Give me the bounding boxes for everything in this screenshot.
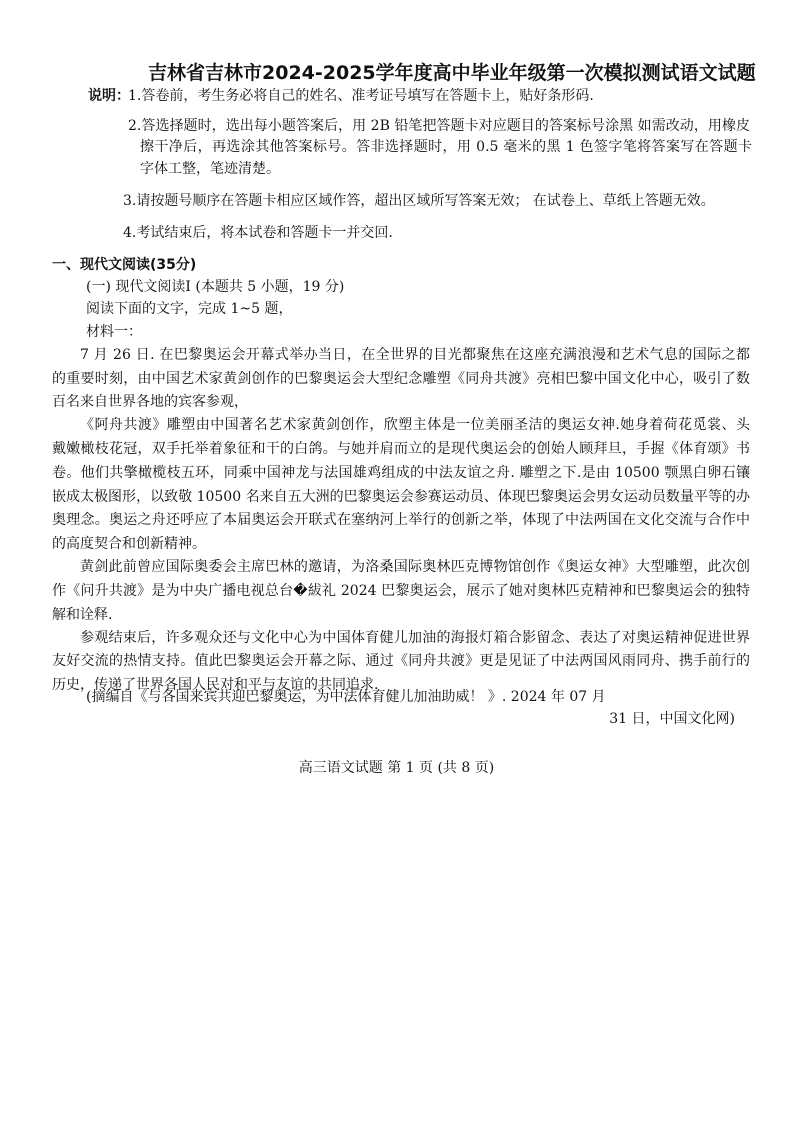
instruction-2-line: 擦干净后，再选涂其他答案标号。答非选择题时，用 0.5 毫米的黑 1 色签字笔将答案写在答题卡	[140, 139, 752, 155]
paragraph-4-line: 历史，传递了世界各国人民对和平与友谊的共同追求.	[52, 677, 379, 693]
paragraph-2-line: 奥理念。奥运之舟还呼应了本届奥运会开联式在塞纳河上举行的创新之举，体现了中法两国在文化交流与合作中	[52, 512, 750, 528]
paragraph-4-line: 参观结束后，许多观众还与文化中心为中国体育健儿加油的海报灯箱合影留念、表达了对奥运精神促进世界	[80, 630, 750, 646]
paragraph-1-line: 的重要时刻，由中国艺术家黄剑创作的巴黎奥运会大型纪念雕塑《同舟共渡》亮相巴黎中国文化中心，吸引了数	[52, 371, 750, 387]
page-footer: 高三语文试题 第 1 页 (共 8 页)	[298, 760, 495, 776]
paragraph-2-line: 卷。他们共擎橄榄枝五环，同乘中国神龙与法国雄鸡组成的中法友谊之舟. 雕塑之下.是由 10500 颚黑白卵石镶	[52, 465, 750, 481]
paragraph-3-line: 作《问升共渡》是为中央广播电视总台�紱礼 2024 巴黎奥运会，展示了她对奥林匹克精神和巴黎奥运会的独特	[52, 583, 750, 599]
document-title: 吉林省吉林市2024-2025学年度高中毕业年级第一次模拟测试语文试题	[148, 62, 756, 84]
subsection-heading: (一) 现代文阅读Ⅰ (本题共 5 小题，19 分)	[86, 279, 345, 295]
paragraph-1-line: 7 月 26 日. 在巴黎奥运会开幕式举办当日，在全世界的目光都聚焦在这座充满浪漫和艺术气息的国际之都	[80, 347, 750, 363]
paragraph-4-line: 友好交流的热情支持。值此巴黎奥运会开幕之际、通过《同舟共渡》更是见证了中法两国风雨同舟、携手前行的	[52, 653, 750, 669]
paragraph-3-line: 黄剑此前曾应国际奥委会主席巴林的邀请，为洛桑国际奥林匹克博物馆创作《奥运女神》大型雕塑，此次创	[80, 559, 750, 575]
paragraph-3-line: 解和诠释.	[52, 607, 113, 623]
reading-prompt: 阅读下面的文字，完成 1~5 题，	[86, 301, 293, 317]
instruction-1: 1.答卷前，考生务必将自己的姓名、准考证号填写在答题卡上，贴好条形码.	[128, 88, 594, 104]
paragraph-2-line: 《阿舟共渡》雕塑由中国著名艺术家黄剑创作，欣塑主体是一位美丽圣洁的奥运女神.她身着荷花觅裳、头	[80, 417, 750, 433]
citation-continued: 31 日，中国文化网)	[609, 711, 735, 727]
instruction-4: 4.考试结束后，将本试卷和答题卡一并交回.	[123, 225, 393, 241]
paragraph-2-line: 戴嫩橄枝花冠，双手托举着象征和干的白鸽。与她并肩而立的是现代奥运会的创始人顾拜旦，手握《体育颂》书	[52, 441, 750, 457]
paragraph-1-line: 百名来自世界各地的宾客参观，	[52, 394, 248, 410]
instructions-label: 说明：	[88, 88, 130, 104]
instruction-3: 3.请按题号顺序在答题卡相应区域作答，超出区域所写答案无效； 在试卷上、草纸上答题无效。	[123, 193, 715, 209]
instruction-2-line: 字体工整，笔迹清楚。	[140, 161, 280, 177]
instruction-2-line: 2.答选择题时，选出每小题答案后，用 2B 铅笔把答题卡对应题目的答案标号涂黑 如需改动，用橡皮	[128, 118, 750, 134]
material-label: 材料一：	[86, 324, 142, 340]
paragraph-2-line: 的高度契合和创新精神。	[52, 536, 206, 552]
citation: (摘编自《与各国来宾共迎巴黎奥运，为中法体育健儿加油助威！ 》. 2024 年 07 月	[86, 689, 606, 705]
section-heading: 一、现代文阅读(35分)	[52, 257, 197, 273]
paragraph-2-line: 嵌成太极图形，以致敬 10500 名来自五大洲的巴黎奥运会参赛运动员、体现巴黎奥运会男女运动员数量平等的办	[52, 489, 750, 505]
